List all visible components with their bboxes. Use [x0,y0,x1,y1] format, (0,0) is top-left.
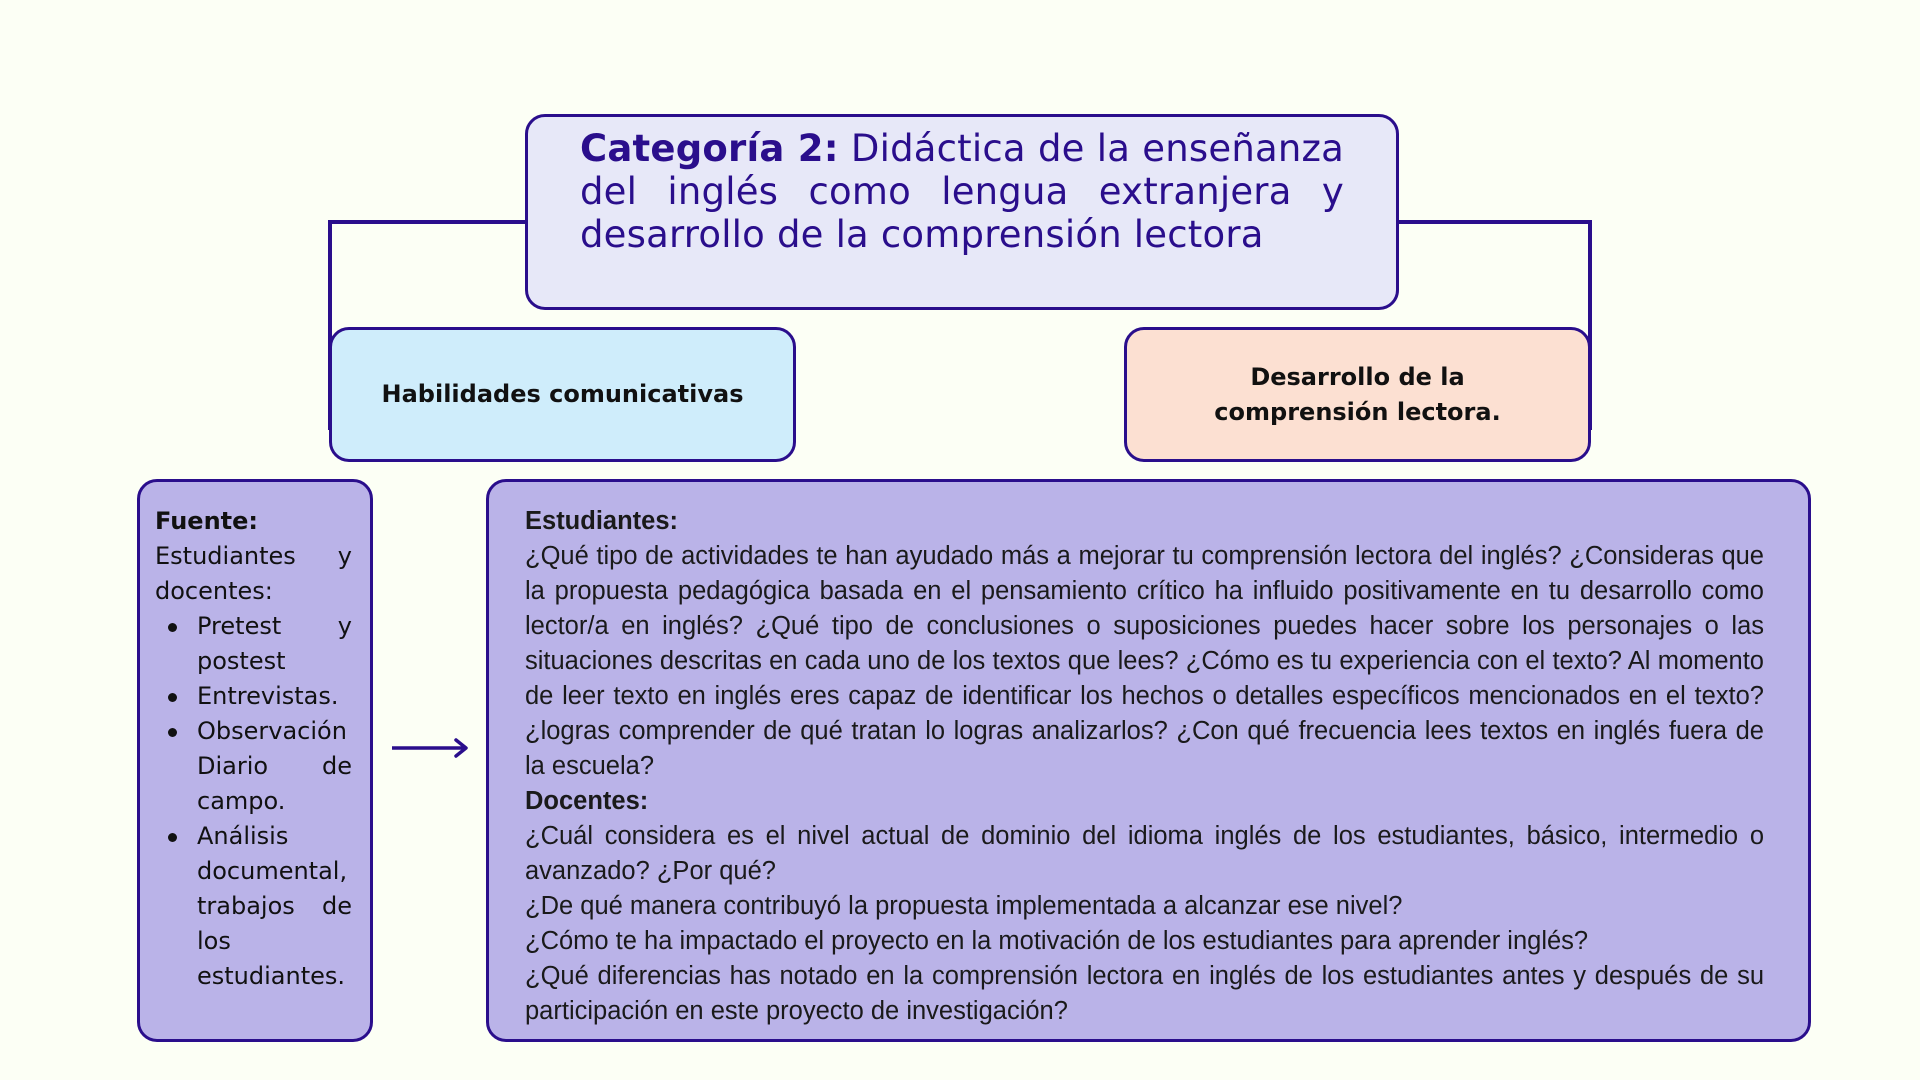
students-questions: ¿Qué tipo de actividades te han ayudado más a mejorar tu comprensión lectora del inglés? ¿Consideras que la propuesta pedagógica basada en el pensamiento crítico ha influido positivamente en tu desarrollo como lector/a en inglés? ¿Qué tipo de conclusiones o suposiciones puedes hacer sobre los personajes o las situaciones descritas en cada uno de los textos que lees? ¿Cómo es tu experiencia con el texto? Al momento de leer texto en inglés eres capaz de identificar los hechos o detalles específicos mencionados en el texto? ¿logras comprender de qué tratan lo logras analizarlos? ¿Con qué frecuencia lees textos en inglés fuera de la escuela? [525,542,1764,780]
subcategory-label: Desarrollo de la comprensión lectora. [1214,362,1501,426]
source-list-item: Análisis documental, trabajos de los estudiantes. [197,819,352,994]
teacher-question: ¿Cuál considera es el nivel actual de dominio del idioma inglés de los estudiantes, básico, intermedio o avanzado? ¿Por qué? [525,822,1764,885]
source-list-item: Observación Diario de campo. [197,714,352,819]
category-title-bold: Categoría 2: [580,127,839,170]
source-heading: Fuente: [155,507,258,535]
questions-box [486,479,1811,1042]
teacher-question: ¿De qué manera contribuyó la propuesta implementada a alcanzar ese nivel? [525,892,1403,920]
right-arrow-icon [392,737,470,759]
source-intro-line: docentes: [155,577,273,605]
source-list [155,609,352,994]
category-title-box [525,114,1399,310]
connector-left-horizontal [328,220,527,224]
source-box [137,479,373,1042]
students-heading: Estudiantes: [525,507,679,535]
teacher-question: ¿Qué diferencias has notado en la comprensión lectora en inglés de los estudiantes antes y después de su participación en este proyecto de investigación? [525,962,1764,1025]
source-content [155,504,352,994]
source-list-item: Pretest y postest [197,609,352,679]
category-title-rest: Didáctica de la enseñanza del inglés como lengua extranjera y desarrollo de la comprensión lectora [580,127,1344,256]
connector-right-horizontal [1398,220,1591,224]
subcategory-box-communicative-skills [329,327,796,462]
category-title [580,127,1344,256]
questions-content [525,504,1764,1029]
teacher-question: ¿Cómo te ha impactado el proyecto en la motivación de los estudiantes para aprender inglés? [525,927,1589,955]
source-intro-line: Estudiantes y [155,542,352,570]
subcategory-label: Habilidades comunicativas [381,380,744,408]
source-list-item: Entrevistas. [197,679,352,714]
subcategory-box-reading-comprehension [1124,327,1591,462]
teachers-heading: Docentes: [525,787,649,815]
